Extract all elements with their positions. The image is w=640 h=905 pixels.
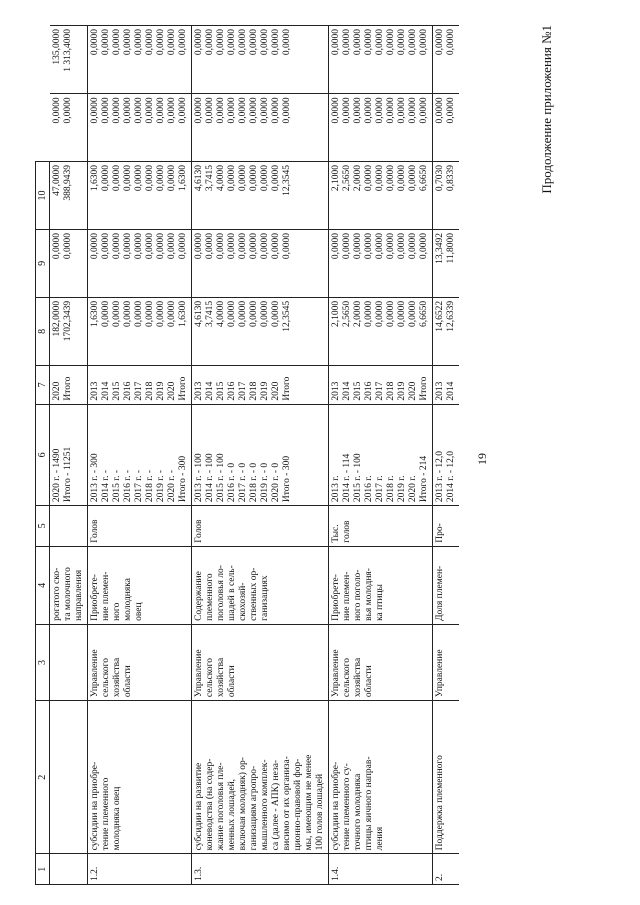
unit-cell [50,506,88,547]
table-row [88,26,192,885]
measure-name-cell [50,701,88,854]
local-funding-value: 0,0000 [123,97,133,124]
total-funding-value: 0,0000 [101,300,111,327]
local-funding-value: 0,0000 [145,97,155,124]
local-funding-cell [329,94,433,162]
total-funding-value: 0,0000 [249,300,259,327]
target-values-value: 2015 г. - 100 [353,453,363,503]
other-funding-value: 0,0000 [375,29,385,56]
indicator-cell: рогатого ско- та молочного направления [50,546,88,624]
total-funding-cell [329,297,433,365]
target-values-value: 2017 г. [375,475,385,503]
other-funding-value: 0,0000 [205,29,215,56]
total-funding-value: 0,0000 [156,300,166,327]
federal-funding-value: 0,0000 [123,233,133,260]
target-values-value: 2013 г. - 300 [90,453,100,503]
target-values-value: 2016 г. [364,475,374,503]
years-value: 2013 [435,381,445,401]
regional-funding-value: 0,0000 [101,165,111,192]
row-number-cell: 1.2. [88,854,192,885]
years-value: 2018 [145,381,155,401]
federal-funding-value: 0,0000 [260,233,270,260]
years-cell [50,365,88,404]
regional-funding-cell [88,162,192,230]
years-value: 2016 [227,381,237,401]
federal-funding-value: 0,0000 [112,233,122,260]
table-row [50,26,88,885]
total-funding-value: 12,6339 [446,300,456,332]
target-values-value: 2014 г. - 12,0 [446,451,456,503]
other-funding-value: 0,0000 [249,29,259,56]
federal-funding-value: 0,0000 [282,233,292,260]
regional-funding-value: 0,0000 [167,165,177,192]
row-number-cell: 1.4. [329,854,433,885]
other-funding-value: 0,0000 [216,29,226,56]
local-funding-value: 0,0000 [51,97,62,124]
other-funding-value: 0,0000 [331,29,341,56]
total-funding-value: 2,1000 [331,300,341,327]
executor-cell [50,624,88,700]
years-value: Итого [178,376,188,401]
federal-funding-value: 0,0000 [238,233,248,260]
other-funding-value: 0,0000 [90,29,100,56]
other-funding-cell [88,26,192,94]
table-row [192,26,329,885]
local-funding-value: 0,0000 [90,97,100,124]
total-funding-value: 0,0000 [145,300,155,327]
target-values-value: 2020 г. - [167,470,177,503]
header-col-10: 10 [36,162,50,230]
table-row [433,26,460,885]
years-value: 2018 [386,381,396,401]
local-funding-value: 0,0000 [249,97,259,124]
regional-funding-value: 0,0000 [271,165,281,192]
other-funding-value: 0,0000 [167,29,177,56]
regional-funding-value: 0,0000 [134,165,144,192]
total-funding-value: 0,0000 [238,300,248,327]
header-col-2: 2 [36,701,50,854]
federal-funding-value: 0,0000 [156,233,166,260]
regional-funding-value: 0,0000 [238,165,248,192]
local-funding-value: 0,0000 [260,97,270,124]
regional-funding-value: 0,0000 [375,165,385,192]
table-header-row [36,26,50,885]
other-funding-value: 0,0000 [435,29,445,56]
federal-funding-value: 0,0000 [386,233,396,260]
federal-funding-value: 0,0000 [331,233,341,260]
federal-funding-value: 0,0000 [364,233,374,260]
regional-funding-value: 12,3545 [282,165,292,196]
target-values-value: 2016 г. - 0 [227,462,237,503]
years-value: 2013 [90,381,100,401]
local-funding-cell [192,94,329,162]
federal-funding-value: 0,0000 [63,233,73,260]
total-funding-value: 0,0000 [123,300,133,327]
target-values-value: Итого - 11251 [63,446,73,503]
other-funding-value: 0,0000 [112,29,122,56]
header-col-9: 9 [36,230,50,298]
total-funding-value: 4,0000 [216,300,226,327]
years-value: Итого [282,376,292,401]
row-number-cell: 2. [433,854,460,885]
other-funding-value: 0,0000 [238,29,248,56]
measure-name-cell: Поддержка племенного [433,701,460,854]
years-value: 2013 [194,381,204,401]
other-funding-value: 0,0000 [386,29,396,56]
years-value: 2019 [397,381,407,401]
local-funding-value: 0,0000 [101,97,111,124]
regional-funding-value: 2,5650 [342,165,352,192]
local-funding-value: 0,0000 [227,97,237,124]
measure-name-cell: субсидии на развитие коневодства (на содер- жание поголовья пле- менных лошадей, включая молодняк) ор- ганизациям агропро- мышленного комплек- са (далее - АПК) неза- висимо от их организа- ционно-правовой фор- мы, имеющим не менее 100 голов лошадей [192,701,329,854]
federal-funding-value: 0,0000 [205,233,215,260]
regional-funding-value: 0,0000 [112,165,122,192]
years-value: 2019 [260,381,270,401]
measure-name-cell: субсидии на приобре- тение племенного су- точного молодняка птицы яичного направ- ления [329,701,433,854]
other-funding-value: 0,0000 [282,29,292,56]
document-page [35,15,585,885]
local-funding-value: 0,0000 [408,97,418,124]
regional-funding-value: 0,0000 [156,165,166,192]
local-funding-value: 0,0000 [331,97,341,124]
regional-funding-value: 1,6300 [178,165,188,192]
local-funding-value: 0,0000 [167,97,177,124]
other-funding-cell [433,26,460,94]
target-values-value: 2015 г. - [112,470,122,503]
other-funding-value: 0,0000 [419,29,429,56]
row-number-cell [50,854,88,885]
target-values-value: Итого - 300 [282,455,292,503]
total-funding-value: 2,5650 [342,300,352,327]
federal-funding-cell [50,230,88,298]
total-funding-cell [50,297,88,365]
federal-funding-value: 0,0000 [353,233,363,260]
regional-funding-cell [192,162,329,230]
other-funding-value: 0,0000 [123,29,133,56]
federal-funding-value: 0,0000 [397,233,407,260]
federal-funding-value: 0,0000 [419,233,429,260]
years-value: 2015 [216,381,226,401]
total-funding-value: 2,0000 [353,300,363,327]
total-funding-value: 3,7415 [205,300,215,327]
years-value: 2015 [353,381,363,401]
indicator-cell: Доля племен- [433,546,460,624]
local-funding-cell [433,94,460,162]
target-values-value: 2019 г. - 0 [260,462,270,503]
local-funding-value: 0,0000 [156,97,166,124]
years-value: 2013 [331,381,341,401]
years-value: 2014 [342,381,352,401]
federal-funding-value: 0,0000 [178,233,188,260]
federal-funding-value: 0,0000 [134,233,144,260]
total-funding-value: 0,0000 [271,300,281,327]
regional-funding-value: 0,7030 [435,165,445,192]
measure-name-cell: субсидии на приобре- тение племенного молодняка овец [88,701,192,854]
federal-funding-value: 0,0000 [375,233,385,260]
federal-funding-value: 0,0000 [249,233,259,260]
header-col-5: 5 [36,506,50,547]
total-funding-value: 6,6650 [419,300,429,327]
target-values-value: 2013 г. - 100 [194,453,204,503]
total-funding-cell [192,297,329,365]
local-funding-value: 0,0000 [435,97,445,124]
years-value: 2019 [156,381,166,401]
years-cell [433,365,460,404]
target-values-cell [50,404,88,505]
years-value: 2020 [271,381,281,401]
total-funding-value: 0,0000 [408,300,418,327]
years-value: Итого [419,376,429,401]
federal-funding-cell [192,230,329,298]
unit-cell: Голов [192,506,329,547]
local-funding-value: 0,0000 [62,97,73,124]
regional-funding-value: 0,0000 [408,165,418,192]
federal-funding-value: 0,0000 [342,233,352,260]
target-values-value: 2020 г. [408,475,418,503]
target-values-cell [433,404,460,505]
target-values-value: 2018 г. - 0 [249,462,259,503]
total-funding-value: 12,3545 [282,300,292,332]
local-funding-cell [88,94,192,162]
other-funding-value: 0,0000 [260,29,270,56]
total-funding-value: 1702,3439 [63,300,73,342]
page-number: 19 [475,453,489,465]
federal-funding-value: 0,0000 [101,233,111,260]
local-funding-value: 0,0000 [386,97,396,124]
regional-funding-value: 3,7415 [205,165,215,192]
header-col-8: 8 [36,297,50,365]
other-funding-value: 0,0000 [156,29,166,56]
regional-funding-value: 2,0000 [353,165,363,192]
local-funding-value: 0,0000 [282,97,292,124]
other-funding-value: 0,0000 [178,29,188,56]
other-funding-value: 0,0000 [342,29,352,56]
continuation-title: Продолжение приложения №1 [539,25,554,194]
regional-funding-value: 2,1000 [331,165,341,192]
federal-funding-cell [329,230,433,298]
local-funding-value: 0,0000 [342,97,352,124]
other-funding-value: 0,0000 [194,29,204,56]
years-value: 2018 [249,381,259,401]
unit-cell: Про- [433,506,460,547]
total-funding-value: 1,6300 [90,300,100,327]
regional-funding-value: 0,0000 [260,165,270,192]
header-col-7: 7 [36,365,50,404]
years-cell [88,365,192,404]
federal-funding-value: 0,0000 [408,233,418,260]
total-funding-value: 0,0000 [386,300,396,327]
federal-funding-value: 0,0000 [90,233,100,260]
total-funding-value: 0,0000 [134,300,144,327]
local-funding-value: 0,0000 [238,97,248,124]
total-funding-value: 14,6522 [435,300,445,332]
regional-funding-value: 4,6130 [194,165,204,192]
years-value: 2016 [364,381,374,401]
regional-funding-value: 0,0000 [145,165,155,192]
target-values-cell [329,404,433,505]
target-values-value: 2013 г. [331,475,341,503]
target-values-value: 2018 г. - [145,470,155,503]
target-values-value: 2014 г. - 100 [205,453,215,503]
local-funding-value: 0,0000 [375,97,385,124]
local-funding-value: 0,0000 [194,97,204,124]
local-funding-value: 0,0000 [134,97,144,124]
local-funding-cell [50,94,88,162]
target-values-value: 2013 г. - 12,0 [435,451,445,503]
row-number-cell: 1.3. [192,854,329,885]
header-col-6: 6 [36,404,50,505]
header-col-1: 1 [36,854,50,885]
years-value: 2014 [101,381,111,401]
local-funding-value: 0,0000 [271,97,281,124]
years-value: 2014 [446,381,456,401]
target-values-cell [88,404,192,505]
local-funding-value: 0,0000 [419,97,429,124]
years-cell [192,365,329,404]
unit-cell: Голов [88,506,192,547]
local-funding-value: 0,0000 [112,97,122,124]
local-funding-value: 0,0000 [216,97,226,124]
total-funding-value: 0,0000 [260,300,270,327]
regional-funding-value: 0,0000 [227,165,237,192]
target-values-value: 2017 г. - [134,470,144,503]
years-value: 2020 [167,381,177,401]
other-funding-cell [329,26,433,94]
target-values-value: 2017 г. - 0 [238,462,248,503]
other-funding-value: 135,0000 [51,29,62,65]
target-values-value: Итого - 300 [178,455,188,503]
indicator-cell: Приобрете- ние племен- ного молодняка овец [88,546,192,624]
years-value: 2017 [134,381,144,401]
total-funding-cell [88,297,192,365]
other-funding-cell [192,26,329,94]
other-funding-value: 0,0000 [397,29,407,56]
federal-funding-value: 0,0000 [216,233,226,260]
total-funding-value: 0,0000 [227,300,237,327]
total-funding-value: 0,0000 [364,300,374,327]
other-funding-value: 0,0000 [353,29,363,56]
federal-funding-value: 0,0000 [167,233,177,260]
target-values-value: 2019 г. - [156,470,166,503]
target-values-value: 2020 г. - 0 [271,462,281,503]
years-value: 2020 [408,381,418,401]
total-funding-value: 0,0000 [167,300,177,327]
years-cell [329,365,433,404]
total-funding-value: 0,0000 [375,300,385,327]
indicator-cell: Приобрете- ние племен- ного поголо- вья молодня- ка птицы [329,546,433,624]
total-funding-value: 0,0000 [112,300,122,327]
federal-funding-value: 13,3492 [435,233,445,264]
executor-cell: Управление сельского хозяйства области [192,624,329,700]
target-values-value: 2018 г. [386,475,396,503]
federal-funding-value: 0,0000 [194,233,204,260]
target-values-value: 2019 г. [397,475,407,503]
target-values-value: Итого - 214 [419,455,429,503]
regional-funding-value: 47,0000 [52,165,62,196]
other-funding-value: 0,0000 [271,29,281,56]
federal-funding-value: 0,0000 [227,233,237,260]
total-funding-value: 182,0000 [52,300,62,337]
regional-funding-value: 0,8339 [446,165,456,192]
unit-cell: Тыс. голов [329,506,433,547]
years-value: 2014 [205,381,215,401]
federal-funding-value: 0,0000 [52,233,62,260]
executor-cell: Управление сельского хозяйства области [88,624,192,700]
years-value: 2017 [238,381,248,401]
regional-funding-value: 0,0000 [364,165,374,192]
federal-funding-value: 11,8000 [446,233,456,264]
local-funding-value: 0,0000 [353,97,363,124]
other-funding-value: 1 313,4000 [62,29,73,72]
indicator-cell: Содержание племенного поголовья ло- шадей в сель- скохозяй- ственных ор- ганизациях [192,546,329,624]
local-funding-value: 0,0000 [446,97,456,124]
total-funding-value: 4,6130 [194,300,204,327]
other-funding-value: 0,0000 [446,29,456,56]
federal-funding-cell [88,230,192,298]
other-funding-value: 0,0000 [408,29,418,56]
federal-funding-value: 0,0000 [271,233,281,260]
target-values-value: 2015 г. - 100 [216,453,226,503]
regional-funding-cell [50,162,88,230]
years-value: 2016 [123,381,133,401]
other-funding-value: 0,0000 [145,29,155,56]
federal-funding-value: 0,0000 [145,233,155,260]
target-values-value: 2016 г. - [123,470,133,503]
other-funding-value: 0,0000 [227,29,237,56]
local-funding-value: 0,0000 [397,97,407,124]
table-row [329,26,433,885]
executor-cell: Управление сельского хозяйства области [329,624,433,700]
regional-funding-value: 6,6650 [419,165,429,192]
target-values-value: 2014 г. - [101,470,111,503]
regional-funding-value: 1,6300 [90,165,100,192]
target-values-cell [192,404,329,505]
total-funding-value: 0,0000 [397,300,407,327]
program-table [35,25,459,885]
other-funding-value: 0,0000 [101,29,111,56]
total-funding-cell [433,297,460,365]
years-value: Итого [63,376,73,401]
other-funding-value: 0,0000 [134,29,144,56]
regional-funding-value: 4,0000 [216,165,226,192]
target-values-value: 2014 г. - 114 [342,453,352,503]
regional-funding-value: 0,0000 [397,165,407,192]
regional-funding-cell [433,162,460,230]
header-col-4: 4 [36,546,50,624]
total-funding-value: 1,6300 [178,300,188,327]
years-value: 2020 [52,381,62,401]
regional-funding-cell [329,162,433,230]
federal-funding-cell [433,230,460,298]
target-values-value: 2020 г. - 1490 [52,448,62,503]
regional-funding-value: 388,9439 [63,165,73,201]
local-funding-value: 0,0000 [205,97,215,124]
other-funding-value: 0,0000 [364,29,374,56]
regional-funding-value: 0,0000 [123,165,133,192]
years-value: 2015 [112,381,122,401]
regional-funding-value: 0,0000 [249,165,259,192]
executor-cell: Управление [433,624,460,700]
local-funding-value: 0,0000 [364,97,374,124]
other-funding-cell [50,26,88,94]
years-value: 2017 [375,381,385,401]
header-col-3: 3 [36,624,50,700]
regional-funding-value: 0,0000 [386,165,396,192]
local-funding-value: 0,0000 [178,97,188,124]
